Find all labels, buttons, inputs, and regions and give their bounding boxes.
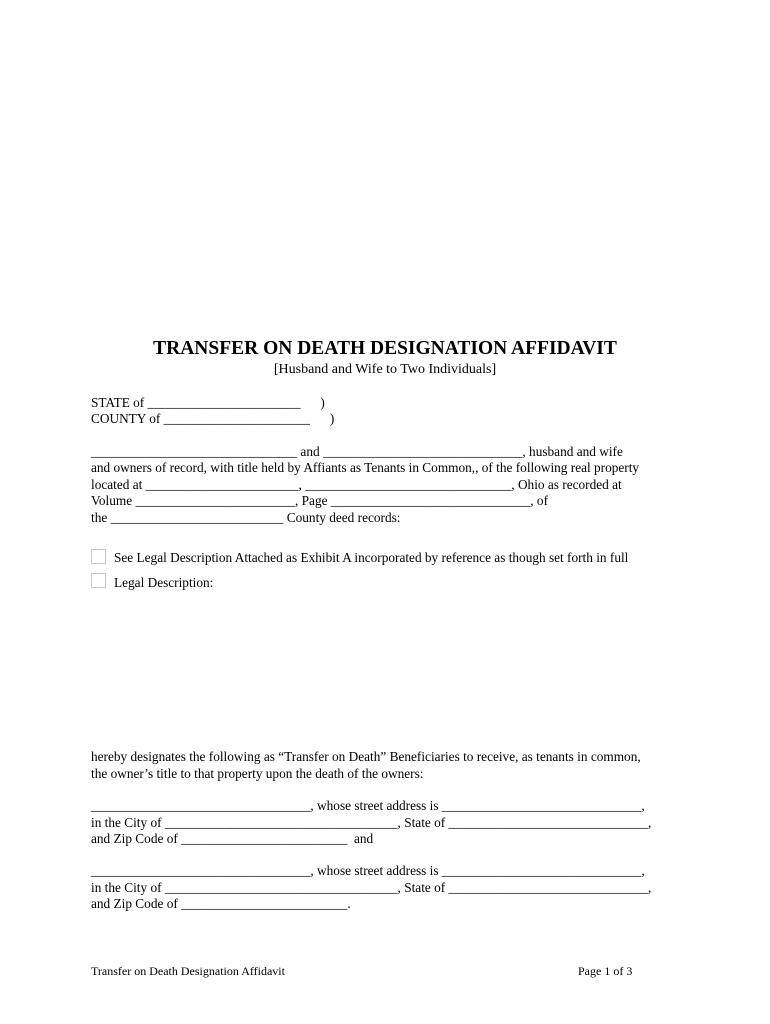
- exhibit-a-checkbox[interactable]: [91, 549, 106, 564]
- document-title: TRANSFER ON DEATH DESIGNATION AFFIDAVIT: [153, 338, 617, 359]
- legal-description-label: Legal Description:: [114, 575, 214, 590]
- owners-line-3: located at _______________________, _______________________________, Ohio as recorded at: [91, 477, 622, 492]
- owners-line-1: _______________________________ and ______________________________, husband and wife: [91, 444, 623, 459]
- owners-line-2: and owners of record, with title held by Affiants as Tenants in Common,, of the following real property: [91, 460, 640, 475]
- beneficiary-1-line-2: in the City of ___________________________________, State of ______________________________,: [91, 815, 652, 830]
- owners-line-5: the __________________________ County deed records:: [91, 510, 401, 525]
- beneficiary-2-line-1: _________________________________, whose street address is ______________________________,: [91, 863, 645, 878]
- designation-line-2: the owner’s title to that property upon the death of the owners:: [91, 766, 424, 781]
- owners-line-4: Volume ________________________, Page ______________________________, of: [91, 493, 549, 508]
- designation-line-1: hereby designates the following as “Transfer on Death” Beneficiaries to receive, as tenants in common,: [91, 749, 641, 764]
- exhibit-a-label: See Legal Description Attached as Exhibit A incorporated by reference as though set forth in full: [114, 550, 629, 565]
- footer-page-number: Page 1 of 3: [578, 964, 633, 978]
- beneficiary-1-line-1: _________________________________, whose street address is ______________________________,: [91, 798, 645, 813]
- legal-description-checkbox[interactable]: [91, 573, 106, 588]
- footer-document-name: Transfer on Death Designation Affidavit: [91, 964, 285, 978]
- state-line: STATE of _______________________ ): [91, 395, 325, 410]
- beneficiary-2-line-2: in the City of ___________________________________, State of ______________________________,: [91, 880, 652, 895]
- document-subtitle: [Husband and Wife to Two Individuals]: [273, 362, 497, 377]
- beneficiary-2-line-3: and Zip Code of _________________________.: [91, 896, 351, 911]
- county-line: COUNTY of ______________________ ): [91, 411, 335, 426]
- beneficiary-1-line-3: and Zip Code of _________________________ and: [91, 831, 374, 846]
